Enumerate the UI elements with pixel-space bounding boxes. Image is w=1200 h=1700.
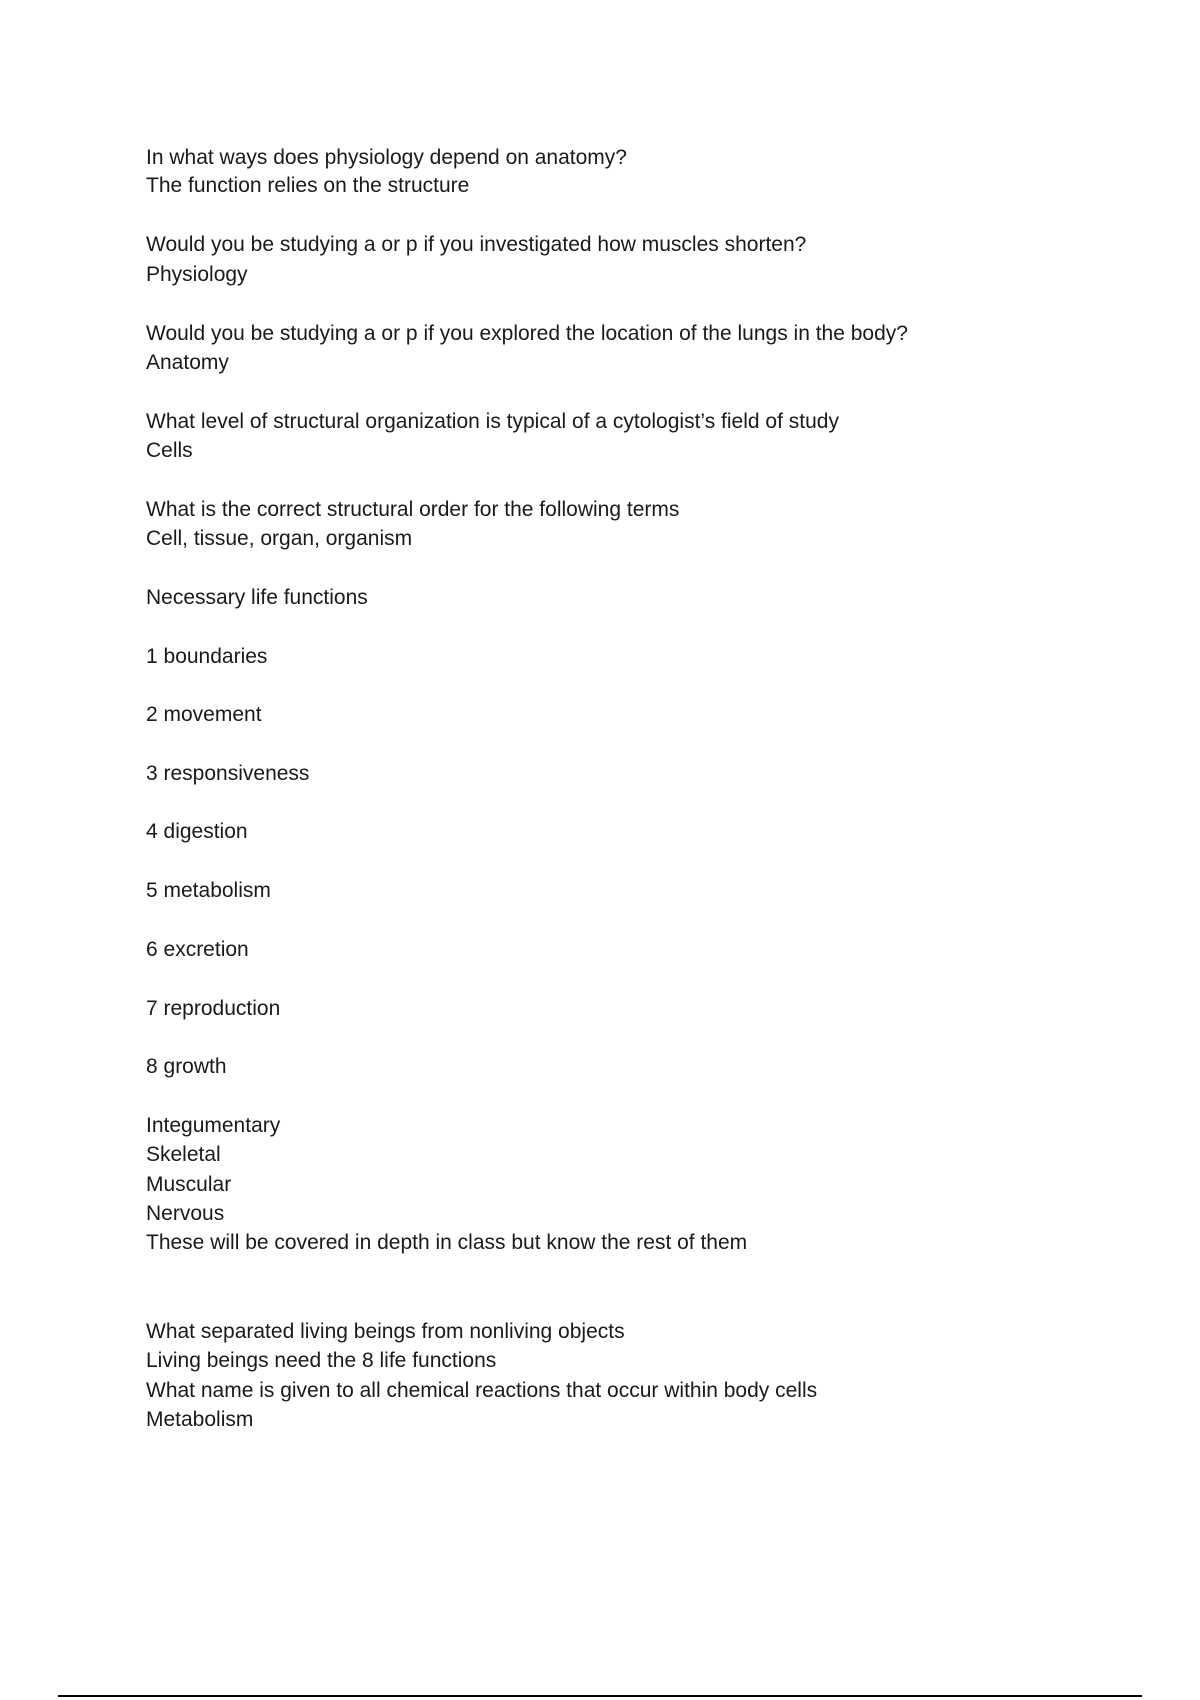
- closing-line: What separated living beings from nonliving objects: [146, 1320, 625, 1343]
- answer-2: Physiology: [146, 263, 248, 286]
- question-3: Would you be studying a or p if you explored the location of the lungs in the body?: [146, 322, 908, 345]
- system-item: Muscular: [146, 1173, 232, 1196]
- question-4: What level of structural organization is typical of a cytologist’s field of study: [146, 410, 839, 433]
- answer-5: Cell, tissue, organ, organism: [146, 527, 413, 550]
- question-2: Would you be studying a or p if you investigated how muscles shorten?: [146, 233, 807, 256]
- answer-3: Anatomy: [146, 351, 229, 374]
- closing-line: What name is given to all chemical reactions that occur within body cells: [146, 1379, 818, 1402]
- system-item: Skeletal: [146, 1143, 221, 1166]
- life-function-item: 8 growth: [146, 1055, 227, 1078]
- system-item: Integumentary: [146, 1114, 281, 1137]
- answer-4: Cells: [146, 439, 193, 462]
- question-1: In what ways does physiology depend on anatomy?: [146, 146, 627, 169]
- life-function-item: 2 movement: [146, 703, 262, 726]
- life-function-item: 5 metabolism: [146, 879, 271, 902]
- life-function-item: 3 responsiveness: [146, 762, 310, 785]
- bottom-rule: [58, 1695, 1142, 1697]
- life-functions-heading: Necessary life functions: [146, 586, 368, 609]
- answer-1: The function relies on the structure: [146, 174, 470, 197]
- closing-line: Metabolism: [146, 1408, 254, 1431]
- system-item: Nervous: [146, 1202, 225, 1225]
- systems-note: These will be covered in depth in class but know the rest of them: [146, 1231, 748, 1254]
- life-function-item: 7 reproduction: [146, 997, 281, 1020]
- life-function-item: 6 excretion: [146, 938, 249, 961]
- life-function-item: 1 boundaries: [146, 645, 268, 668]
- closing-line: Living beings need the 8 life functions: [146, 1349, 497, 1372]
- question-5: What is the correct structural order for the following terms: [146, 498, 680, 521]
- life-function-item: 4 digestion: [146, 820, 248, 843]
